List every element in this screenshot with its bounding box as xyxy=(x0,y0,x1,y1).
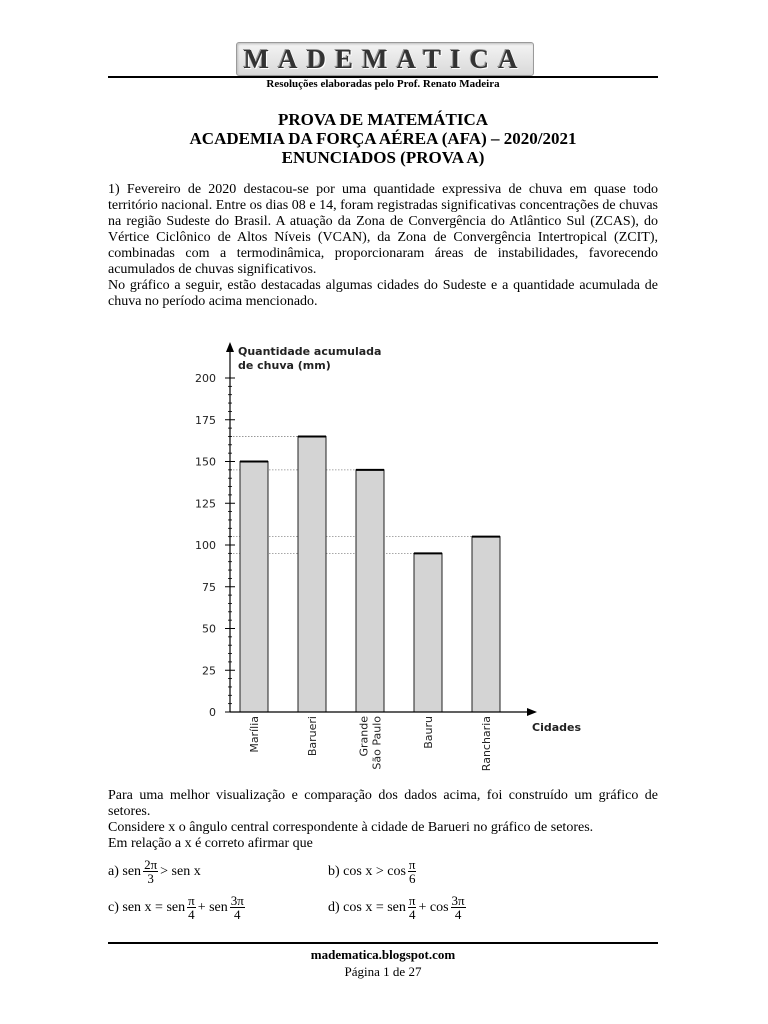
footer-rule xyxy=(108,942,658,944)
option-b-pre: cos x > cos xyxy=(343,863,406,879)
option-c-num-1: π xyxy=(188,893,195,908)
category-label-4: Rancharia xyxy=(480,716,493,772)
logo-text: MADEMATICA xyxy=(243,43,527,74)
option-c-label: c) xyxy=(108,899,119,915)
footer-page-number: Página 1 de 27 xyxy=(344,964,422,979)
option-c[interactable] xyxy=(108,894,247,921)
option-a-post: > sen x xyxy=(160,863,201,879)
option-d-num-1: π xyxy=(408,893,416,908)
option-c-mid: + sen xyxy=(197,899,228,915)
category-label-3: Bauru xyxy=(422,716,435,749)
title-line-1: PROVA DE MATEMÁTICA xyxy=(278,110,488,129)
option-a-label: a) xyxy=(108,863,119,879)
option-d[interactable] xyxy=(328,894,468,921)
option-a-den: 3 xyxy=(147,871,154,886)
after-paragraph-3: Em relação a x é correto afirmar que xyxy=(108,836,313,851)
option-c-fraction-1 xyxy=(187,894,196,921)
header-subtitle: Resoluções elaboradas pelo Prof. Renato Madeira xyxy=(266,78,500,90)
option-c-num-2: 3π xyxy=(230,893,244,908)
option-b-fraction xyxy=(408,858,417,885)
bar-0 xyxy=(240,462,268,713)
chart-title-line-1: Quantidade acumulada xyxy=(238,345,382,358)
category-label-1: Barueri xyxy=(306,716,319,757)
option-c-pre: sen x = sen xyxy=(122,899,186,915)
option-d-den-2: 4 xyxy=(454,907,462,922)
option-a-pre: sen xyxy=(122,863,142,879)
intro-paragraph-2: No gráfico a seguir, estão destacadas algumas cidades do Sudeste e a quantidade acumulada de chuva no período acima mencionado. xyxy=(108,278,658,309)
rainfall-bar-chart xyxy=(180,338,620,783)
option-d-num-2: 3π xyxy=(451,893,465,908)
option-c-den-1: 4 xyxy=(188,907,195,922)
y-tick-label: 50 xyxy=(202,622,216,636)
y-tick-label: 175 xyxy=(195,413,216,427)
after-paragraph-1: Para uma melhor visualização e comparação dos dados acima, foi construído um gráfico de setores. xyxy=(108,788,658,819)
option-d-den-1: 4 xyxy=(408,907,416,922)
option-c-den-2: 4 xyxy=(234,907,241,922)
option-d-label: d) xyxy=(328,899,340,915)
footer-site[interactable]: madematica.blogspot.com xyxy=(310,947,456,962)
category-label-2: Grande xyxy=(357,716,371,757)
bar-4 xyxy=(472,537,500,712)
y-tick-label: 25 xyxy=(202,664,216,678)
bar-2 xyxy=(356,470,384,712)
question-body xyxy=(108,788,658,852)
exam-title xyxy=(108,110,658,167)
x-axis-arrow xyxy=(527,708,537,716)
logo xyxy=(236,42,534,76)
y-tick-label: 125 xyxy=(195,497,216,511)
intro-paragraph-1: 1) Fevereiro de 2020 destacou-se por uma quantidade expressiva de chuva em quase todo território nacional. Entre os dias 08 e 14, foram registradas significativas concentrações de chuvas na região Sudeste do Brasil. A atuação da Zona de Convergência do Atlântico Sul (ZCAS), do Vértice Ciclônico de Altos Níveis (VCAN), da Zona de Convergência Intertropical (ZCIT), combinadas com a termodinâmica, proporcionaram áreas de instabilidades, favorecendo acumulados de chuvas significativos. xyxy=(108,182,658,277)
y-tick-label: 200 xyxy=(195,372,216,385)
category-label-0: Marília xyxy=(248,716,261,753)
option-b-num: π xyxy=(408,857,416,872)
option-a-num: 2π xyxy=(144,857,158,872)
option-b-den: 6 xyxy=(408,871,416,886)
question-intro xyxy=(108,182,658,310)
bar-1 xyxy=(298,436,326,712)
option-d-pre: cos x = sen xyxy=(343,899,406,915)
y-tick-label: 100 xyxy=(195,539,216,552)
option-b[interactable] xyxy=(328,858,418,885)
option-d-mid: + cos xyxy=(418,899,449,915)
title-line-2: ACADEMIA DA FORÇA AÉREA (AFA) – 2020/2021 xyxy=(189,129,577,148)
bar-3 xyxy=(414,553,442,712)
option-d-fraction-2 xyxy=(451,894,466,921)
title-line-3: ENUNCIADOS (PROVA A) xyxy=(281,148,485,167)
y-tick-label: 75 xyxy=(202,580,216,594)
option-a[interactable] xyxy=(108,858,201,885)
category-label-2: São Paulo xyxy=(370,716,384,770)
option-c-fraction-2 xyxy=(230,894,245,921)
after-paragraph-2: Considere x o ângulo central correspondente à cidade de Barueri no gráfico de setores. xyxy=(108,820,594,835)
y-tick-label: 0 xyxy=(209,706,216,719)
x-axis-label: Cidades xyxy=(532,721,582,734)
y-tick-label: 150 xyxy=(195,455,216,469)
chart-title-line-2: de chuva (mm) xyxy=(238,359,331,372)
y-axis-arrow xyxy=(226,342,234,352)
option-d-fraction-1 xyxy=(408,894,417,921)
option-b-label: b) xyxy=(328,863,340,879)
option-a-fraction xyxy=(143,858,158,885)
